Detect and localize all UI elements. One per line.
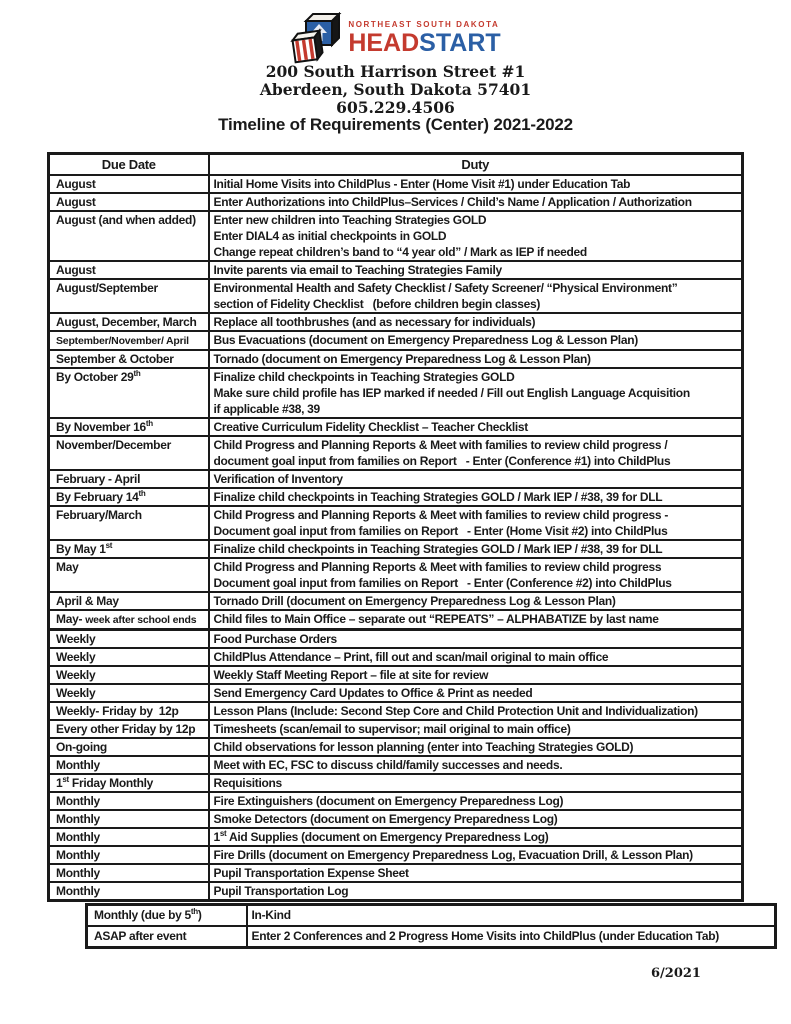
duty-cell: Lesson Plans (Include: Second Step Core and Child Protection Unit and Individualization) [209, 702, 743, 720]
duty-cell: Pupil Transportation Log [209, 882, 743, 901]
due-date-cell: Monthly [49, 828, 209, 846]
due-date-cell: September & October [49, 350, 209, 368]
duty-cell: In-Kind [247, 905, 776, 927]
duty-cell: Fire Extinguishers (document on Emergency Preparedness Log) [209, 792, 743, 810]
table-row [49, 648, 743, 666]
table-row [49, 610, 743, 630]
table-row [49, 470, 743, 488]
duty-cell: ChildPlus Attendance – Print, fill out and scan/mail original to main office [209, 648, 743, 666]
duty-cell: Child files to Main Office – separate out “REPEATS” – ALPHABATIZE by last name [209, 610, 743, 630]
table-row [49, 331, 743, 350]
duty-cell: Send Emergency Card Updates to Office & Print as needed [209, 684, 743, 702]
table-row [49, 666, 743, 684]
table-row [49, 846, 743, 864]
table-row [49, 756, 743, 774]
table-row [49, 882, 743, 901]
due-date-cell: Monthly (due by 5th) [87, 905, 247, 927]
due-date-cell: By February 14th [49, 488, 209, 506]
duty-cell: Requisitions [209, 774, 743, 792]
due-date-cell: August [49, 193, 209, 211]
table-row [49, 792, 743, 810]
table-row [49, 828, 743, 846]
duty-cell: Invite parents via email to Teaching Strategies Family [209, 261, 743, 279]
table-row [49, 261, 743, 279]
brand-start: START [419, 28, 501, 57]
duty-cell: Child Progress and Planning Reports & Meet with families to review child progress Document goal input from families on Report - Enter (Conference #2) into ChildPlus [209, 558, 743, 592]
due-date-cell: Monthly [49, 882, 209, 901]
due-date-cell: August/September [49, 279, 209, 313]
duty-cell: Verification of Inventory [209, 470, 743, 488]
table-row [87, 905, 776, 927]
table-header-row [49, 154, 743, 176]
duty-cell: Replace all toothbrushes (and as necessary for individuals) [209, 313, 743, 331]
requirements-table [47, 152, 744, 902]
due-date-cell: Every other Friday by 12p [49, 720, 209, 738]
address-line-2: Aberdeen, South Dakota 57401 [259, 80, 532, 99]
due-date-cell: Monthly [49, 810, 209, 828]
revision-date: 6/2021 [651, 966, 701, 981]
table-row [49, 488, 743, 506]
duty-cell: 1st Aid Supplies (document on Emergency Preparedness Log) [209, 828, 743, 846]
headstart-logo [0, 12, 791, 64]
phone-number: 605.229.4506 [336, 98, 455, 117]
due-date-cell: August, December, March [49, 313, 209, 331]
due-date-cell: Monthly [49, 846, 209, 864]
due-date-cell: Weekly [49, 630, 209, 649]
due-date-cell: Weekly [49, 666, 209, 684]
due-date-cell: February/March [49, 506, 209, 540]
duty-cell: Finalize child checkpoints in Teaching Strategies GOLD / Mark IEP / #38, 39 for DLL [209, 540, 743, 558]
address-block [0, 63, 791, 117]
duty-cell: Weekly Staff Meeting Report – file at site for review [209, 666, 743, 684]
table-row [49, 630, 743, 649]
due-date-cell: April & May [49, 592, 209, 610]
duty-cell: Smoke Detectors (document on Emergency Preparedness Log) [209, 810, 743, 828]
column-header-due-date: Due Date [49, 154, 209, 176]
table-row [49, 592, 743, 610]
table-row [49, 506, 743, 540]
due-date-cell: August [49, 261, 209, 279]
logo-text [348, 21, 500, 56]
due-date-cell: 1st Friday Monthly [49, 774, 209, 792]
due-date-cell: Weekly- Friday by 12p [49, 702, 209, 720]
due-date-cell: May- week after school ends [49, 610, 209, 630]
table-row [49, 313, 743, 331]
column-header-duty: Duty [209, 154, 743, 176]
table-row [49, 720, 743, 738]
due-date-cell: Monthly [49, 864, 209, 882]
due-date-cell: August (and when added) [49, 211, 209, 261]
duty-cell: Child Progress and Planning Reports & Meet with families to review child progress - Document goal input from families on Report - Enter (Home Visit #2) into ChildPlus [209, 506, 743, 540]
due-date-cell: By November 16th [49, 418, 209, 436]
table-row [49, 684, 743, 702]
address-line-1: 200 South Harrison Street #1 [265, 62, 526, 81]
table-row [49, 211, 743, 261]
duty-cell: Initial Home Visits into ChildPlus - Enter (Home Visit #1) under Education Tab [209, 175, 743, 193]
table-row [49, 558, 743, 592]
duty-cell: Food Purchase Orders [209, 630, 743, 649]
duty-cell: Meet with EC, FSC to discuss child/family successes and needs. [209, 756, 743, 774]
table-row [87, 926, 776, 948]
due-date-cell: November/December [49, 436, 209, 470]
table-row [49, 864, 743, 882]
org-name: NORTHEAST SOUTH DAKOTA [348, 19, 500, 29]
table-row [49, 702, 743, 720]
table-row [49, 774, 743, 792]
duty-cell: Enter Authorizations into ChildPlus–Services / Child’s Name / Application / Authorization [209, 193, 743, 211]
due-date-cell: By October 29th [49, 368, 209, 418]
due-date-cell: September/November/ April [49, 331, 209, 350]
table-row [49, 175, 743, 193]
due-date-cell: Monthly [49, 792, 209, 810]
page-title: Timeline of Requirements (Center) 2021-2022 [218, 115, 573, 134]
table-row [49, 738, 743, 756]
due-date-cell: Weekly [49, 648, 209, 666]
due-date-cell: May [49, 558, 209, 592]
table-row [49, 368, 743, 418]
table-row [49, 279, 743, 313]
duty-cell: Pupil Transportation Expense Sheet [209, 864, 743, 882]
duty-cell: Bus Evacuations (document on Emergency Preparedness Log & Lesson Plan) [209, 331, 743, 350]
table-row [49, 436, 743, 470]
duty-cell: Tornado (document on Emergency Preparedness Log & Lesson Plan) [209, 350, 743, 368]
due-date-cell: Weekly [49, 684, 209, 702]
due-date-cell: August [49, 175, 209, 193]
duty-cell: Environmental Health and Safety Checklist / Safety Screener/ “Physical Environment” section of Fidelity Checklist (before children begin classes) [209, 279, 743, 313]
due-date-cell: Monthly [49, 756, 209, 774]
secondary-table [85, 903, 777, 949]
due-date-cell: ASAP after event [87, 926, 247, 948]
table-row [49, 540, 743, 558]
brand-wordmark [348, 28, 501, 57]
due-date-cell: February - April [49, 470, 209, 488]
due-date-cell: By May 1st [49, 540, 209, 558]
due-date-cell: On-going [49, 738, 209, 756]
duty-cell: Enter 2 Conferences and 2 Progress Home Visits into ChildPlus (under Education Tab) [247, 926, 776, 948]
brand-head: HEAD [348, 28, 420, 57]
table-row [49, 810, 743, 828]
table-row [49, 418, 743, 436]
headstart-blocks-icon [290, 12, 342, 64]
duty-cell: Finalize child checkpoints in Teaching Strategies GOLD Make sure child profile has IEP marked if needed / Fill out English Language Acquisition if applicable #38, 39 [209, 368, 743, 418]
duty-cell: Finalize child checkpoints in Teaching Strategies GOLD / Mark IEP / #38, 39 for DLL [209, 488, 743, 506]
table-row [49, 193, 743, 211]
duty-cell: Fire Drills (document on Emergency Preparedness Log, Evacuation Drill, & Lesson Plan) [209, 846, 743, 864]
table-row [49, 350, 743, 368]
duty-cell: Timesheets (scan/email to supervisor; mail original to main office) [209, 720, 743, 738]
duty-cell: Tornado Drill (document on Emergency Preparedness Log & Lesson Plan) [209, 592, 743, 610]
duty-cell: Child Progress and Planning Reports & Meet with families to review child progress / document goal input from families on Report - Enter (Conference #1) into ChildPlus [209, 436, 743, 470]
duty-cell: Child observations for lesson planning (enter into Teaching Strategies GOLD) [209, 738, 743, 756]
duty-cell: Enter new children into Teaching Strategies GOLD Enter DIAL4 as initial checkpoints in GOLD Change repeat children’s band to “4 year old” / Mark as IEP if needed [209, 211, 743, 261]
duty-cell: Creative Curriculum Fidelity Checklist – Teacher Checklist [209, 418, 743, 436]
